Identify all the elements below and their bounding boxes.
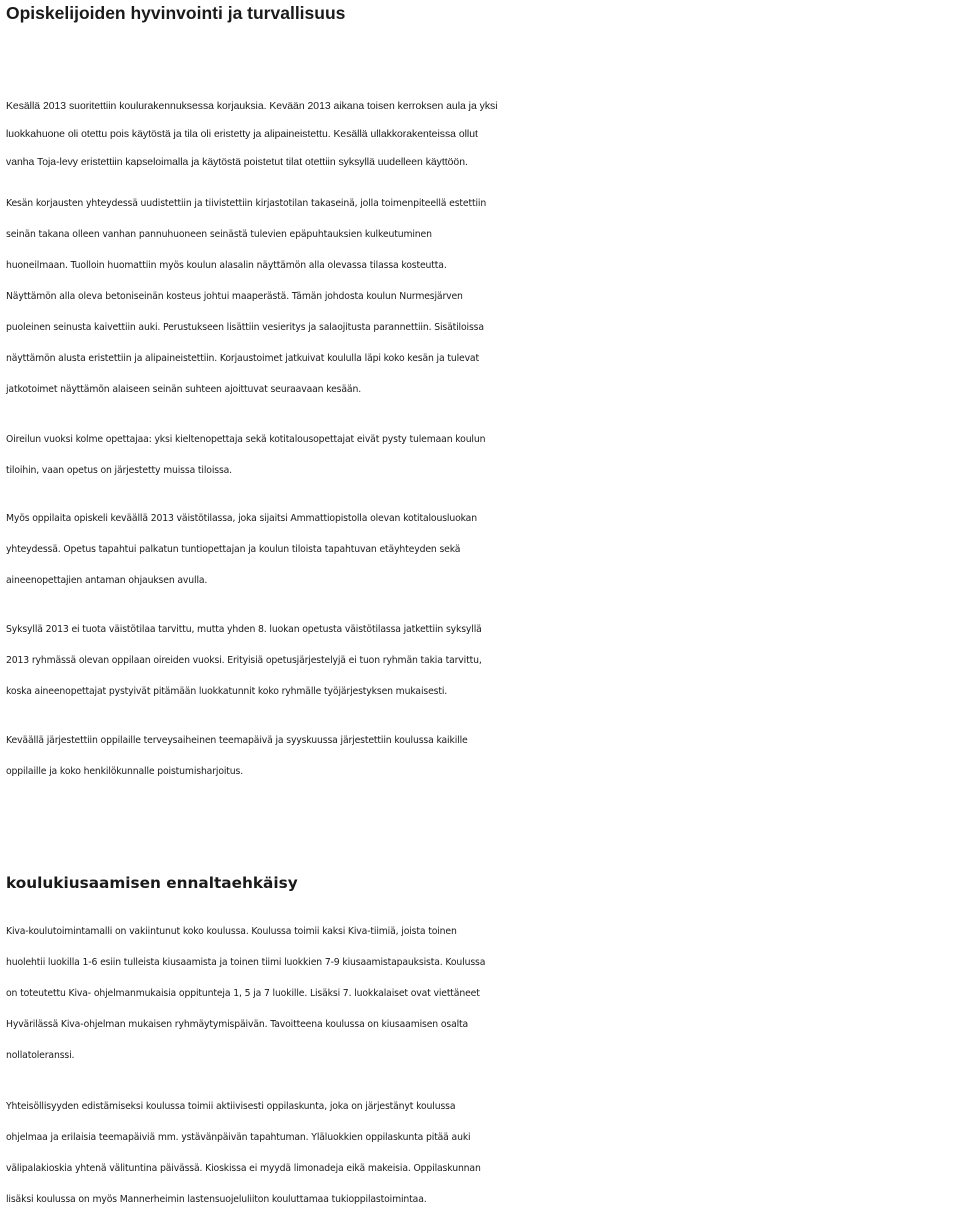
text-line: välipalakioskia yhtenä välituntina päivässä. Kioskissa ei myydä limonadeja eikä makeisia. Oppilaskunnan xyxy=(6,1163,481,1174)
paragraph-theme-day xyxy=(6,725,958,787)
text-line: huolehtii luokilla 1-6 esiin tulleista kiusaamista ja toinen tiimi luokkien 7-9 kiusaamistapauksista. Koulussa xyxy=(6,957,486,968)
paragraph-kiva-program xyxy=(6,916,958,1071)
text-line: Keväällä järjestettiin oppilaille terveysaiheinen teemapäivä ja syyskuussa järjestettiin koulussa kaikille xyxy=(6,735,468,746)
text-line: 2013 ryhmässä olevan oppilaan oireiden vuoksi. Erityisiä opetusjärjestelyjä ei tuon ryhmän takia tarvittu, xyxy=(6,655,482,666)
text-line: puoleinen seinusta kaivettiin auki. Perustukseen lisättiin vesieritys ja salaojitusta parannettiin. Sisätiloissa xyxy=(6,322,484,333)
paragraph-temporary-classroom xyxy=(6,503,958,596)
text-line: aineenopettajien antaman ohjauksen avulla. xyxy=(6,575,208,586)
text-line: Yhteisöllisyyden edistämiseksi koulussa toimii aktiivisesti oppilaskunta, joka on järjestänyt koulussa xyxy=(6,1101,456,1112)
text-line: Hyvärilässä Kiva-ohjelman mukaisen ryhmäytymispäivän. Tavoitteena koulussa on kiusaamisen osalta xyxy=(6,1019,469,1030)
text-line: Kesän korjausten yhteydessä uudistettiin ja tiivistettiin kirjastotilan takaseinä, jolla toimenpiteellä estettiin xyxy=(6,198,487,209)
paragraph-student-council xyxy=(6,1091,958,1215)
text-line: huoneilmaan. Tuolloin huomattiin myös koulun alasalin näyttämön alla olevassa tilassa kosteutta. xyxy=(6,260,447,271)
text-line: tiloihin, vaan opetus on järjestetty muissa tiloissa. xyxy=(6,465,232,476)
text-line: näyttämön alusta eristettiin ja alipaineistettiin. Korjaustoimet jatkuivat koululla läpi koko kesän ja tulevat xyxy=(6,353,479,364)
paragraph-renovations-details xyxy=(6,188,958,405)
text-line: vanha Toja-levy eristettiin kapseloimalla ja käytöstä poistetut tilat otettiin syksyllä uudelleen käyttöön. xyxy=(6,157,468,168)
text-line: Kiva-koulutoimintamalli on vakiintunut koko koulussa. Koulussa toimii kaksi Kiva-tiimiä, joista toinen xyxy=(6,926,457,937)
text-line: oppilaille ja koko henkilökunnalle poistumisharjoitus. xyxy=(6,766,244,777)
text-line: nollatoleranssi. xyxy=(6,1050,75,1061)
text-line: on toteutettu Kiva- ohjelmanmukaisia oppitunteja 1, 5 ja 7 luokille. Lisäksi 7. luokkalaiset ovat viettäneet xyxy=(6,988,480,999)
text-line: lisäksi koulussa on myös Mannerheimin lastensuojeluliiton kouluttamaa tukioppilastoimintaa. xyxy=(6,1194,427,1205)
text-line: Oireilun vuoksi kolme opettajaa: yksi kieltenopettaja sekä kotitalousopettajat eivät pysty tulemaan koulun xyxy=(6,434,486,445)
text-line: yhteydessä. Opetus tapahtui palkatun tuntiopettajan ja koulun tiloista tapahtuvan etäyhteyden sekä xyxy=(6,544,461,555)
text-line: Kesällä 2013 suoritettiin koulurakennuksessa korjauksia. Kevään 2013 aikana toisen kerroksen aula ja yksi xyxy=(6,101,498,112)
section-heading: koulukiusaamisen ennaltaehkäisy xyxy=(6,874,298,892)
text-line: koska aineenopettajat pystyivät pitämään luokkatunnit koko ryhmälle työjärjestyksen mukaisesti. xyxy=(6,686,448,697)
page-title: Opiskelijoiden hyvinvointi ja turvallisuus xyxy=(6,3,346,23)
text-line: Syksyllä 2013 ei tuota väistötilaa tarvittu, mutta yhden 8. luokan opetusta väistötilassa jatkettiin syksyllä xyxy=(6,624,482,635)
text-line: ohjelmaa ja erilaisia teemapäiviä mm. ystävänpäivän tapahtuman. Yläluokkien oppilaskunta pitää auki xyxy=(6,1132,471,1143)
text-line: jatkotoimet näyttämön alaiseen seinän suhteen ajoittuvat seuraavaan kesään. xyxy=(6,384,362,395)
text-line: Näyttämön alla oleva betoniseinän kosteus johtui maaperästä. Tämän johdosta koulun Nurmesjärven xyxy=(6,291,463,302)
text-line: Myös oppilaita opiskeli keväällä 2013 väistötilassa, joka sijaitsi Ammattiopistolla olevan kotitalousluokan xyxy=(6,513,477,524)
paragraph-renovations-summer xyxy=(6,93,958,177)
paragraph-teacher-symptoms xyxy=(6,424,958,486)
text-line: luokkahuone oli otettu pois käytöstä ja tila oli eristetty ja alipaineistettu. Kesällä ullakkorakenteissa ollut xyxy=(6,129,478,140)
text-line: seinän takana olleen vanhan pannuhuoneen seinästä tulevien epäpuhtauksien kulkeutuminen xyxy=(6,229,432,240)
paragraph-autumn-arrangements xyxy=(6,614,958,707)
